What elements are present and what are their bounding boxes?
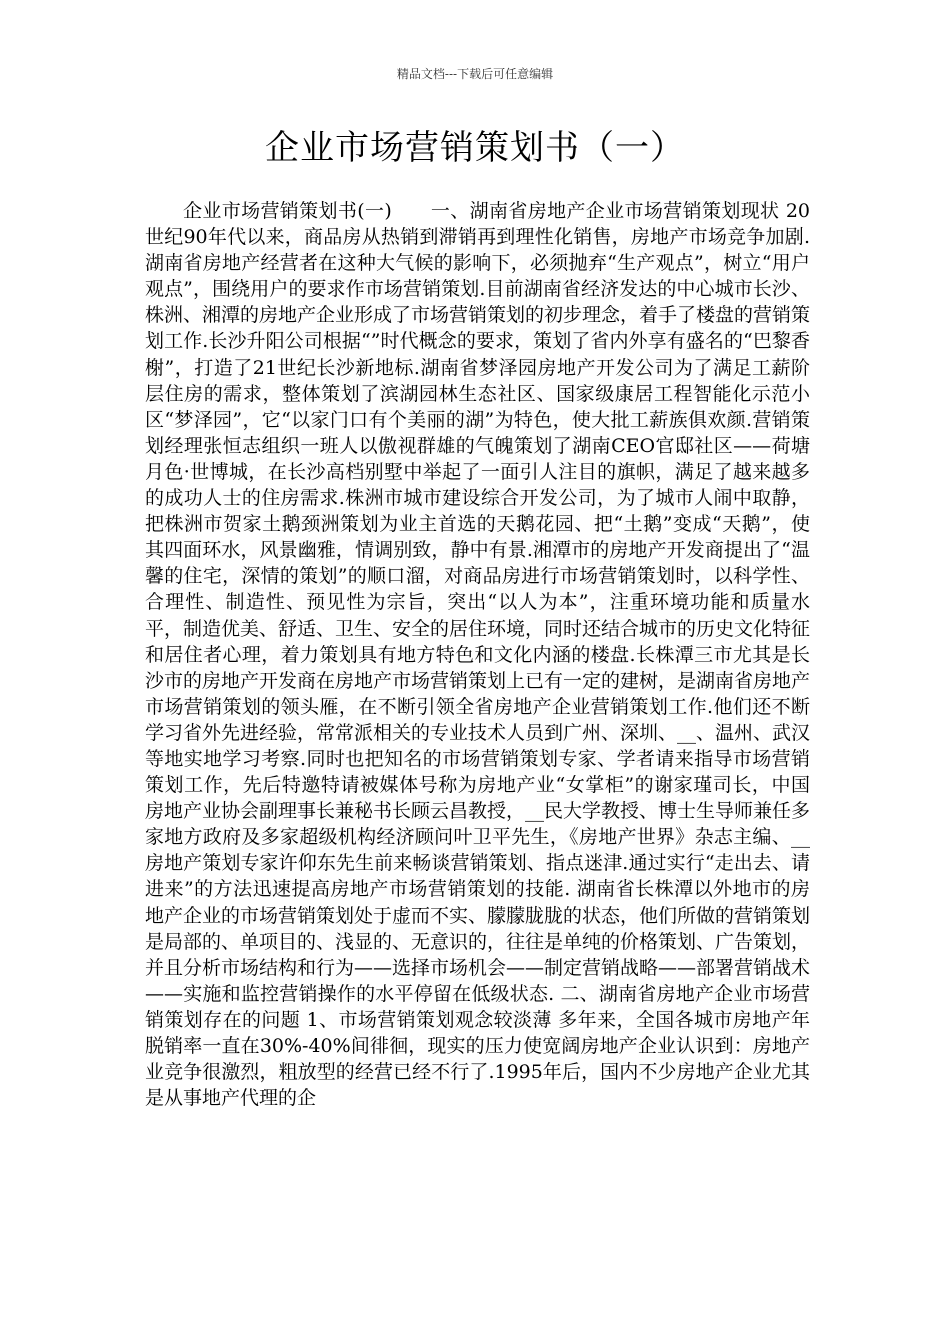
header-note: 精品文档---下载后可任意编辑 <box>396 67 554 81</box>
body-paragraph: 企业市场营销策划书(一) 一、湖南省房地产企业市场营销策划现状 20世纪90年代以来，商品房从热销到滞销再到理性化销售，房地产市场竞争加剧.湖南省房地产经营者在这种大气候的影响下，必须抛弃“生产观点”，树立“用户观点”，围绕用户的要求作市场营销策划.目前湖南省经济发达的中心城市长沙、株洲、湘潭的房地产企业形成了市场营销策划的初步理念，着手了楼盘的营销策划工作.长沙升阳公司根据“”时代概念的要求，策划了省内外享有盛名的“巴黎香榭”，打造了21世纪长沙新地标.湖南省梦泽园房地产开发公司为了满足工薪阶层住房的需求，整体策划了滨湖园林生态社区、国家级康居工程智能化示范小区“梦泽园”，它“以家门口有个美丽的湖”为特色，使大批工薪族俱欢颜.营销策划经理张恒志组织一班人以傲视群雄的气魄策划了湖南CEO官邸社区——荷塘月色·世博城，在长沙高档别墅中举起了一面引人注目的旗帜，满足了越来越多的成功人士的住房需求.株洲市城市建设综合开发公司，为了城市人闹中取静，把株洲市贺家土鹅颈洲策划为业主首选的天鹅花园、把“土鹅”变成“天鹅”，使其四面环水，风景幽雅，情调别致，静中有景.湘潭市的房地产开发商提出了“温馨的住宅，深情的策划”的顺口溜，对商品房进行市场营销策划时，以科学性、合理性、制造性、预见性为宗旨，突出“以人为本”，注重环境功能和质量水平，制造优美、舒适、卫生、安全的居住环境，同时还结合城市的历史文化特征和居住者心理，着力策划具有地方特色和文化内涵的楼盘.长株潭三市尤其是长沙市的房地产开发商在房地产市场营销策划上已有一定的建树，是湖南省房地产市场营销策划的领头雁，在不断引领全省房地产企业营销策划工作.他们还不断学习省外先进经验，常常派相关的专业技术人员到广州、深圳、__、温州、武汉等地实地学习考察.同时也把知名的市场营销策划专家、学者请来指导市场营销策划工作，先后特邀特请被媒体号称为房地产业“女掌柜”的谢家瑾司长，中国房地产业协会副理事长兼秘书长顾云昌教授，__民大学教授、博士生导师兼任多家地方政府及多家超级机构经济顾问叶卫平先生，《房地产世界》杂志主编、__房地产策划专家许仰东先生前来畅谈营销策划、指点迷津.通过实行“走出去、请进来”的方法迅速提高房地产市场营销策划的技能. 湖南省长株潭以外地市的房地产企业的市场营销策划处于虚而不实、朦朦胧胧的状态，他们所做的营销策划是局部的、单项目的、浅显的、无意识的，往往是单纯的价格策划、广告策划，并且分析市场结构和行为——选择市场机会——制定营销战略——部署营销战术——实施和监控营销操作的水平停留在低级状态. 二、湖南省房地产企业市场营销策划存在的问题 1、市场营销策划观念较淡薄 多年来，全国各城市房地产年脱销率一直在30%-40%间徘徊，现实的压力使宽阔房地产企业认识到：房地产业竞争很激烈，粗放型的经营已经不行了.1995年后，国内不少房地产企业尤其是从事地产代理的企 <box>145 200 811 1110</box>
document-title: 企业市场营销策划书（一） <box>265 128 685 168</box>
